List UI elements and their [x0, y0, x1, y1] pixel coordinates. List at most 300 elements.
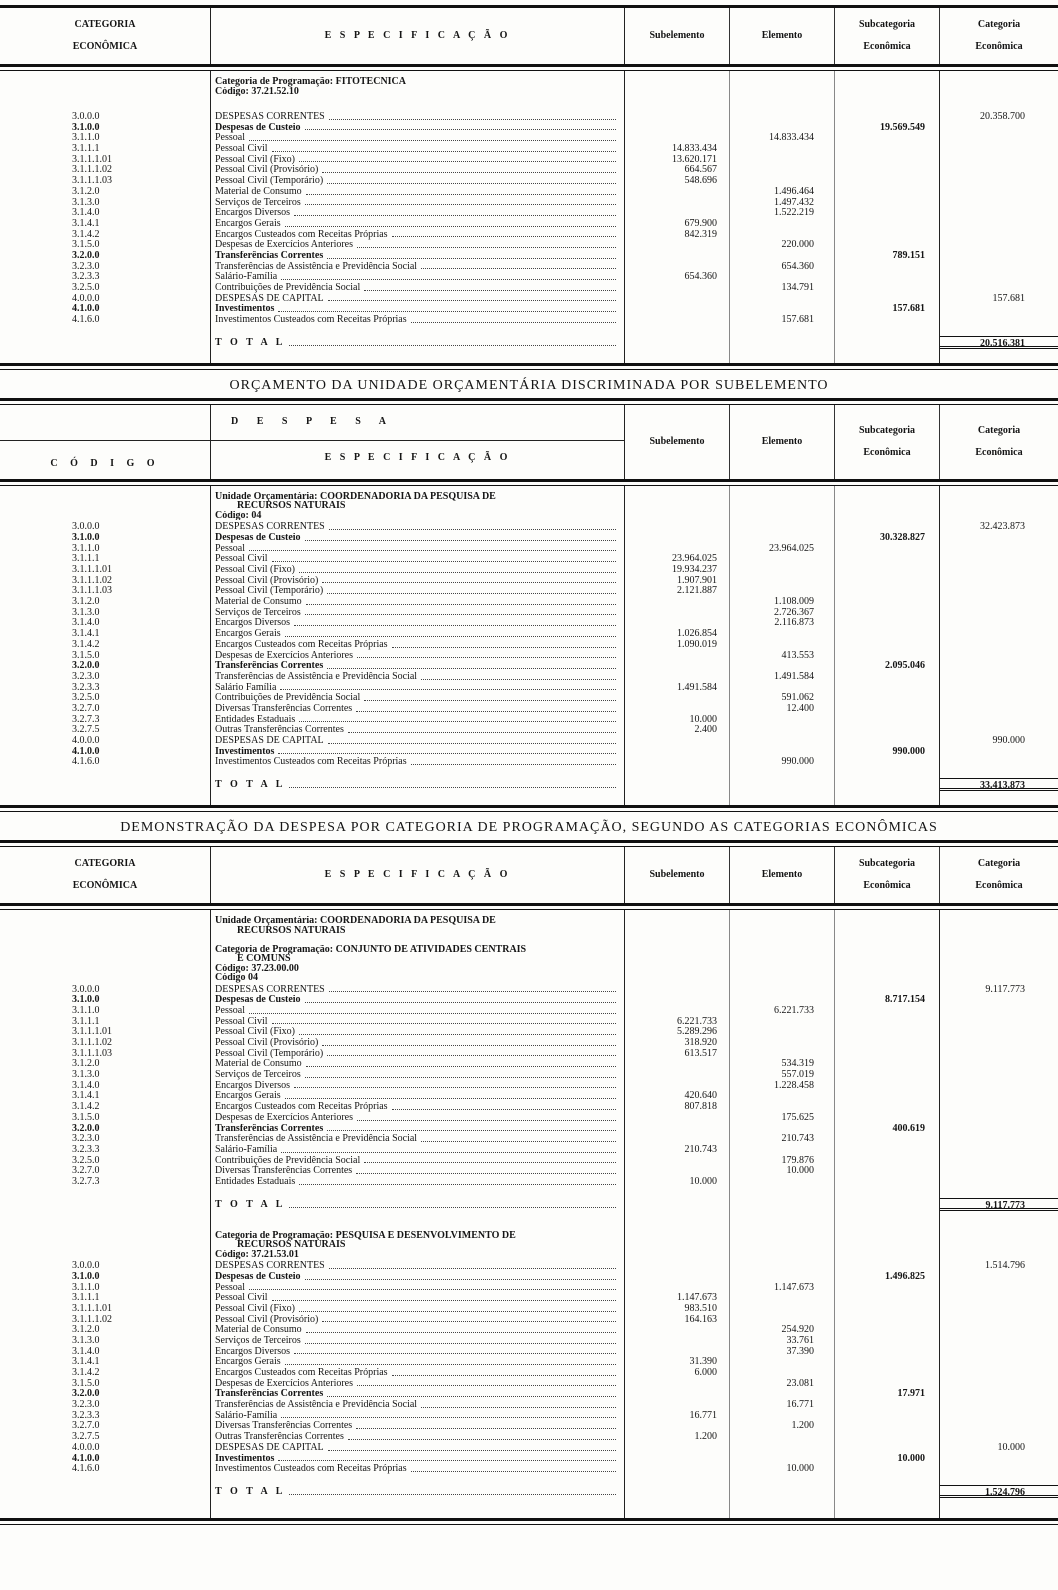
row-subelemento: [625, 208, 730, 219]
row-especificacao: [210, 683, 625, 694]
row-elemento: [730, 747, 835, 758]
row-especificacao: [210, 1368, 625, 1379]
column-cell: [210, 1211, 625, 1231]
row-label: Transferências de Assistência e Previdência Social: [215, 1134, 418, 1145]
row-subcategoria: [835, 1400, 940, 1411]
dot-leader: [272, 1293, 616, 1301]
dot-leader: [328, 294, 616, 302]
row-subelemento: 318.920: [625, 1038, 730, 1049]
block-heading-text: RECURSOS NATURAIS: [210, 501, 625, 511]
row-label: Pessoal Civil (Fixo): [215, 154, 296, 165]
row-subcategoria: [835, 1145, 940, 1156]
row-label: Investimentos: [215, 746, 275, 757]
column-cell: [730, 336, 835, 349]
row-subelemento: [625, 1261, 730, 1272]
header-text: Econômica: [975, 41, 1023, 52]
row-label: Pessoal Civil (Provisório): [215, 165, 319, 176]
row-subelemento: [625, 1134, 730, 1145]
row-subcategoria: [835, 262, 940, 273]
row-code: 3.2.7.5: [72, 725, 100, 736]
row-subelemento: [625, 1006, 730, 1017]
row-categoria: [940, 576, 1058, 587]
row-label: Transferências de Assistência e Previdência Social: [215, 1400, 418, 1411]
total-label-cell: [210, 336, 625, 349]
row-code: 4.0.0.0: [72, 293, 100, 304]
dot-leader: [421, 262, 616, 270]
column-cell: [730, 1198, 835, 1211]
row-label: Transferências Correntes: [215, 1389, 324, 1400]
header-especificacao: E S P E C I F I C A Ç Ã O: [210, 8, 625, 64]
table-row: [0, 1304, 1058, 1315]
row-subcategoria: [835, 1113, 940, 1124]
row-especificacao: [210, 757, 625, 768]
row-subelemento: [625, 736, 730, 747]
row-categoria: [940, 1432, 1058, 1443]
row-code: 3.1.0.0: [72, 995, 100, 1006]
row-especificacao: [210, 187, 625, 198]
dot-leader: [249, 133, 616, 141]
row-subelemento: [625, 597, 730, 608]
row-categoria: [940, 597, 1058, 608]
row-subelemento: 983.510: [625, 1304, 730, 1315]
row-label: Contribuições de Previdência Social: [215, 1155, 361, 1166]
row-label: Salário-Família: [215, 1144, 278, 1155]
column-cell: [835, 1485, 940, 1498]
row-categoria: [940, 1389, 1058, 1400]
row-subcategoria: 400.619: [835, 1124, 940, 1135]
table-row: [0, 1283, 1058, 1294]
budget-section-2: [0, 816, 1058, 1529]
row-subcategoria: [835, 1421, 940, 1432]
column-cell: [940, 791, 1058, 805]
table-row: [0, 576, 1058, 587]
dot-leader: [329, 522, 616, 530]
row-label: Despesas de Exercícios Anteriores: [215, 1378, 354, 1389]
row-subcategoria: [835, 208, 940, 219]
row-especificacao: [210, 315, 625, 326]
dot-leader: [327, 661, 616, 669]
row-especificacao: [210, 586, 625, 597]
column-cell: [835, 973, 940, 983]
row-especificacao: [210, 1006, 625, 1017]
row-elemento: [730, 715, 835, 726]
row-elemento: 2.726.367: [730, 608, 835, 619]
column-cell: [625, 1188, 730, 1198]
row-code: 3.1.4.1: [72, 1091, 100, 1102]
row-categoria: [940, 1421, 1058, 1432]
row-elemento: [730, 165, 835, 176]
table-row: [0, 1081, 1058, 1092]
row-subcategoria: [835, 1177, 940, 1188]
table-row: [0, 1443, 1058, 1454]
column-cell: [940, 511, 1058, 521]
dot-leader: [357, 651, 616, 659]
row-especificacao: [210, 1357, 625, 1368]
row-subcategoria: [835, 1038, 940, 1049]
table-row: [0, 1166, 1058, 1177]
dot-leader: [249, 1283, 616, 1291]
row-label: Contribuições de Previdência Social: [215, 283, 361, 293]
row-label: Transferências Correntes: [215, 661, 324, 672]
row-especificacao: [210, 1325, 625, 1336]
row-code: 4.0.0.0: [72, 736, 100, 746]
block-heading-line: [0, 954, 1058, 964]
row-especificacao: [210, 1027, 625, 1038]
row-especificacao: [210, 1177, 625, 1188]
column-cell: [0, 96, 210, 112]
row-subelemento: [625, 522, 730, 533]
row-code: 3.2.5.0: [72, 283, 100, 293]
row-subelemento: [625, 294, 730, 305]
row-especificacao: [210, 693, 625, 704]
row-especificacao: [210, 1261, 625, 1272]
row-elemento: [730, 554, 835, 565]
row-categoria: [940, 208, 1058, 219]
row-subcategoria: [835, 1336, 940, 1347]
table-row: [0, 1421, 1058, 1432]
column-cell: [0, 778, 210, 791]
row-subcategoria: [835, 544, 940, 555]
table-row: [0, 1027, 1058, 1038]
row-subelemento: 164.163: [625, 1315, 730, 1326]
row-especificacao: [210, 304, 625, 315]
row-subcategoria: [835, 693, 940, 704]
row-label: DESPESAS DE CAPITAL: [215, 293, 324, 304]
row-elemento: [730, 230, 835, 241]
row-subcategoria: [835, 1293, 940, 1304]
column-cell: [730, 973, 835, 983]
row-label: Material de Consumo: [215, 1325, 302, 1336]
table-row: [0, 618, 1058, 629]
table-row: [0, 240, 1058, 251]
row-categoria: [940, 995, 1058, 1006]
row-code: 3.1.1.1.03: [72, 586, 112, 597]
table-row: [0, 736, 1058, 747]
row-label: Pessoal Civil: [215, 1016, 268, 1027]
row-code: 3.2.3.0: [72, 1134, 100, 1145]
column-cell: [0, 916, 210, 926]
row-subelemento: [625, 1081, 730, 1092]
row-especificacao: [210, 133, 625, 144]
row-elemento: [730, 144, 835, 155]
row-code: 3.0.0.0: [72, 522, 100, 533]
table-row: [0, 608, 1058, 619]
block-heading-line: [0, 1250, 1058, 1260]
header-despesa: D E S P E S A: [0, 405, 625, 441]
row-categoria: [940, 1347, 1058, 1358]
column-cell: [625, 1485, 730, 1498]
row-categoria: [940, 1017, 1058, 1028]
row-label: Pessoal: [215, 543, 245, 554]
column-cell: [730, 1475, 835, 1485]
table-row: [0, 262, 1058, 273]
row-elemento: [730, 112, 835, 123]
table-row: [0, 533, 1058, 544]
row-subelemento: [625, 315, 730, 326]
row-especificacao: [210, 1091, 625, 1102]
row-label: Despesas de Exercícios Anteriores: [215, 650, 354, 661]
dot-leader: [421, 1134, 616, 1142]
row-especificacao: [210, 123, 625, 134]
table-row: [0, 1059, 1058, 1070]
row-code: 3.1.3.0: [72, 607, 100, 618]
row-categoria: [940, 533, 1058, 544]
table-row: [0, 176, 1058, 187]
table-row: [0, 1400, 1058, 1411]
row-elemento: [730, 1368, 835, 1379]
row-label: Diversas Transferências Correntes: [215, 1166, 353, 1177]
row-elemento: 534.319: [730, 1059, 835, 1070]
row-elemento: [730, 576, 835, 587]
row-subelemento: 210.743: [625, 1145, 730, 1156]
row-categoria: [940, 1272, 1058, 1283]
row-label: DESPESAS DE CAPITAL: [215, 736, 324, 746]
table-row: [0, 1432, 1058, 1443]
column-cell: [625, 87, 730, 97]
table-row: [0, 704, 1058, 715]
row-categoria: [940, 240, 1058, 251]
row-especificacao: [210, 1272, 625, 1283]
row-subelemento: [625, 1113, 730, 1124]
row-subelemento: [625, 1389, 730, 1400]
column-cell: [730, 1250, 835, 1260]
dot-leader: [285, 1091, 616, 1099]
table-row: [0, 554, 1058, 565]
row-categoria: [940, 1304, 1058, 1315]
row-label: Encargos Diversos: [215, 1080, 291, 1091]
dot-leader: [278, 304, 616, 312]
row-subelemento: [625, 985, 730, 996]
row-subcategoria: [835, 133, 940, 144]
row-categoria: 157.681: [992, 293, 1025, 304]
row-code: 3.1.1.1.02: [72, 1038, 112, 1048]
header-text: Categoria: [977, 19, 1021, 30]
column-cell: [835, 1211, 940, 1231]
header-subcategoria: [835, 8, 940, 64]
row-subelemento: 1.200: [625, 1432, 730, 1443]
column-cell: [0, 77, 210, 87]
column-cell: [730, 964, 835, 974]
table-row: [0, 640, 1058, 651]
column-cell: [835, 768, 940, 778]
row-elemento: [730, 629, 835, 640]
header-text: Categoria: [977, 424, 1021, 436]
table-row: [0, 1113, 1058, 1124]
row-subelemento: 23.964.025: [625, 554, 730, 565]
column-cell: [940, 1475, 1058, 1485]
row-label: Serviços de Terceiros: [215, 1070, 301, 1081]
column-cell: [0, 492, 210, 502]
row-label: Pessoal Civil: [215, 1293, 268, 1304]
column-cell: [0, 1231, 210, 1241]
row-elemento: 1.147.673: [730, 1283, 835, 1294]
dot-leader: [411, 1464, 616, 1472]
row-subelemento: [625, 1454, 730, 1465]
row-elemento: [730, 1027, 835, 1038]
dot-leader: [392, 640, 616, 648]
row-label: Encargos Gerais: [215, 1091, 281, 1102]
row-subelemento: [625, 251, 730, 262]
row-code: 4.1.6.0: [72, 315, 100, 326]
block-heading-text: Unidade Orçamentária: COORDENADORIA DA PESQUISA DE: [210, 916, 625, 926]
row-label: Pessoal Civil (Fixo): [215, 1303, 296, 1314]
row-subelemento: [625, 1124, 730, 1135]
row-elemento: 37.390: [730, 1347, 835, 1358]
row-categoria: [940, 1454, 1058, 1465]
column-cell: [730, 1188, 835, 1198]
table-row: [0, 693, 1058, 704]
row-label: Pessoal: [215, 1005, 245, 1016]
row-elemento: 10.000: [730, 1464, 835, 1475]
row-elemento: [730, 661, 835, 672]
row-especificacao: [210, 715, 625, 726]
table-row: [0, 1177, 1058, 1188]
row-label: Despesas de Exercícios Anteriores: [215, 240, 354, 251]
row-especificacao: [210, 1145, 625, 1156]
dot-leader: [299, 155, 616, 163]
row-categoria: [940, 304, 1058, 315]
column-cell: [625, 336, 730, 349]
row-categoria: [940, 1102, 1058, 1113]
row-subelemento: 807.818: [625, 1102, 730, 1113]
row-especificacao: [210, 1102, 625, 1113]
row-elemento: [730, 683, 835, 694]
row-categoria: [940, 661, 1058, 672]
row-subcategoria: [835, 618, 940, 629]
row-label: Salário-Família: [215, 272, 278, 283]
row-especificacao: [210, 1315, 625, 1326]
row-subcategoria: 10.000: [835, 1454, 940, 1465]
row-label: Outras Transferências Correntes: [215, 1432, 344, 1443]
row-elemento: [730, 1304, 835, 1315]
row-subelemento: [625, 133, 730, 144]
row-elemento: [730, 522, 835, 533]
row-code: 3.1.4.0: [72, 618, 100, 629]
column-cell: [730, 501, 835, 511]
row-subcategoria: [835, 272, 940, 283]
table-row: [0, 757, 1058, 768]
column-cell: [730, 945, 835, 955]
table-row: [0, 522, 1058, 533]
dot-leader: [249, 1006, 616, 1014]
row-code: 3.2.7.3: [72, 1176, 100, 1187]
column-spacer: [0, 1498, 1058, 1518]
row-categoria: [940, 219, 1058, 230]
row-elemento: [730, 586, 835, 597]
row-elemento: [730, 985, 835, 996]
row-code: 3.1.2.0: [72, 1059, 100, 1070]
dot-leader: [249, 544, 616, 552]
column-cell: [730, 768, 835, 778]
row-subelemento: [625, 1443, 730, 1454]
header-subelemento: Subelemento: [625, 405, 730, 479]
column-cell: [940, 1250, 1058, 1260]
row-code: 3.1.1.1: [72, 1016, 100, 1027]
column-cell: [730, 791, 835, 805]
table-row: [0, 1102, 1058, 1113]
row-subelemento: 10.000: [625, 715, 730, 726]
total-row: [0, 778, 1058, 791]
row-elemento: [730, 565, 835, 576]
column-spacer: [0, 768, 1058, 778]
row-categoria: [940, 640, 1058, 651]
row-subcategoria: [835, 1134, 940, 1145]
row-especificacao: [210, 747, 625, 758]
column-cell: [835, 1498, 940, 1518]
column-cell: [210, 1498, 625, 1518]
row-elemento: [730, 1124, 835, 1135]
row-elemento: [730, 1432, 835, 1443]
dot-leader: [348, 725, 616, 733]
column-cell: [730, 935, 835, 945]
column-cell: [625, 1250, 730, 1260]
table-row: [0, 198, 1058, 209]
row-code: 3.1.1.1.03: [72, 1048, 112, 1059]
column-spacer: [0, 1188, 1058, 1198]
column-cell: [730, 954, 835, 964]
row-elemento: [730, 1261, 835, 1272]
row-label: Pessoal Civil (Provisório): [215, 1314, 319, 1325]
dot-leader: [285, 629, 616, 637]
column-cell: [940, 349, 1058, 363]
header-text: Econômica: [975, 446, 1023, 458]
row-elemento: [730, 640, 835, 651]
column-cell: [625, 935, 730, 945]
row-code: 3.1.4.0: [72, 1346, 100, 1357]
row-elemento: [730, 1443, 835, 1454]
row-especificacao: [210, 1347, 625, 1358]
table-row: [0, 1357, 1058, 1368]
row-especificacao: [210, 1336, 625, 1347]
row-code: 3.1.4.1: [72, 1357, 100, 1368]
row-subcategoria: 789.151: [835, 251, 940, 262]
row-categoria: [940, 1156, 1058, 1167]
row-elemento: 1.108.009: [730, 597, 835, 608]
row-label: Encargos Custeados com Receitas Próprias: [215, 1102, 388, 1113]
section-title: ORÇAMENTO DA UNIDADE ORÇAMENTÁRIA DISCRIMINADA POR SUBELEMENTO: [229, 377, 829, 393]
header-text: Categoria: [977, 858, 1021, 870]
row-subcategoria: [835, 1315, 940, 1326]
column-header: [0, 8, 1058, 64]
header-categoria: [940, 405, 1058, 479]
dot-leader: [299, 715, 616, 723]
dot-leader: [278, 747, 616, 755]
rule: [0, 903, 1058, 910]
row-label: Encargos Diversos: [215, 618, 291, 629]
row-elemento: 157.681: [730, 315, 835, 326]
row-label: Pessoal Civil (Temporário): [215, 1048, 324, 1059]
section-end-rule: [0, 1518, 1058, 1525]
row-subcategoria: [835, 230, 940, 241]
row-especificacao: [210, 208, 625, 219]
row-subcategoria: [835, 112, 940, 123]
row-categoria: [940, 1293, 1058, 1304]
row-especificacao: [210, 240, 625, 251]
table-row: [0, 187, 1058, 198]
row-categoria: [940, 1411, 1058, 1422]
section-end-rule: [0, 805, 1058, 812]
row-categoria: 1.514.796: [985, 1261, 1025, 1272]
row-code: 3.1.1.1.01: [72, 1303, 112, 1314]
row-subelemento: [625, 240, 730, 251]
row-elemento: 1.497.432: [730, 198, 835, 209]
row-elemento: [730, 1293, 835, 1304]
table-row: [0, 1389, 1058, 1400]
row-label: Despesas de Custeio: [215, 1271, 301, 1282]
block-heading-text: E COMUNS: [210, 954, 625, 964]
section-title: DEMONSTRAÇÃO DA DESPESA POR CATEGORIA DE PROGRAMAÇÃO, SEGUNDO AS CATEGORIAS ECONÔMICAS: [120, 820, 938, 836]
row-subcategoria: [835, 985, 940, 996]
